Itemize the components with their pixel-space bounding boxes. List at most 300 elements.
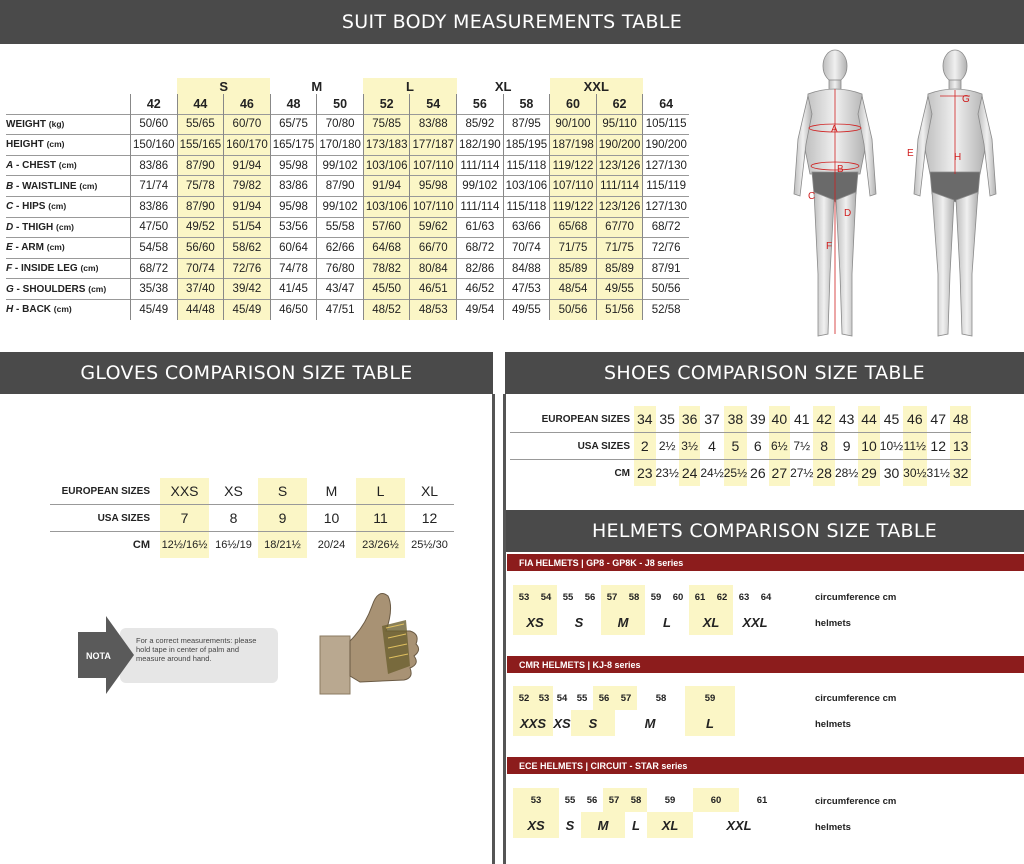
suit-cell: 90/100 [550,114,597,135]
size-46: 46 [224,94,271,114]
ece-circ-cell: 53 [513,788,559,812]
fia-circ-cell: 62 [711,585,733,609]
ece-helmets-label: helmets [815,822,851,833]
fia-helmets-title: FIA HELMETS | GP8 - GP8K - J8 series [519,557,684,568]
shoes-eu-row [510,406,971,433]
fia-size-cell: XS [513,609,557,635]
suit-row-label [6,258,131,279]
size-44: 44 [177,94,224,114]
ece-size-cell: XL [647,812,693,838]
fia-circ-cell: 54 [535,585,557,609]
shoes-usa-row [510,433,971,460]
cmr-size-cell: M [644,715,656,731]
cmr-size-cell: S [571,710,615,736]
shoes-cm-cell: 28½ [834,466,859,480]
row-letter: F [6,263,13,275]
fia-circ-cell: 60 [672,591,684,603]
suit-cell: 99/102 [317,155,364,176]
ece-helmets-table [513,788,785,838]
row-name: - INSIDE LEG [12,263,78,275]
row-unit: (cm) [46,242,65,253]
suit-cell: 123/126 [596,196,643,217]
group-xl: XL [494,78,512,94]
suit-row-label [6,176,131,197]
suit-cell: 72/76 [224,258,271,279]
suit-cell: 48/54 [550,279,597,300]
size-42: 42 [131,94,178,114]
shoes-usa-cell: 7½ [790,433,813,460]
suit-cell: 39/42 [224,279,271,300]
suit-cell: 177/187 [410,135,457,156]
suit-cell: 190/200 [643,135,689,156]
suit-cell: 190/200 [596,135,643,156]
gloves-cm-cell: 16½/19 [215,539,252,551]
suit-cell: 80/84 [410,258,457,279]
suit-cell: 87/90 [317,176,364,197]
fia-size-cell: XL [689,609,733,635]
shoes-usa-cell: 5 [724,433,747,460]
size-60: 60 [550,94,597,114]
suit-row [6,135,689,156]
suit-cell: 60/64 [270,238,317,259]
size-52: 52 [363,94,410,114]
label-f: F [826,241,833,252]
label-d: D [844,208,852,219]
shoes-eu-cell: 41 [790,406,813,433]
cmr-helmets-label: helmets [815,719,851,730]
row-name: - THIGH [13,221,54,233]
suit-cell: 46/52 [457,279,504,300]
helmets-title: HELMETS COMPARISON SIZE TABLE [591,520,938,542]
gloves-title-bar [0,352,493,394]
suit-cell: 78/82 [363,258,410,279]
row-unit: (cm) [56,221,74,232]
suit-cell: 61/63 [457,217,504,238]
label-c: C [808,191,816,202]
cmr-size-cell: XS [553,715,571,731]
suit-cell: 83/86 [131,155,178,176]
fia-circ-cell: 58 [623,585,645,609]
suit-cell: 115/119 [643,176,689,197]
label-b: B [837,164,844,175]
row-unit: (cm) [58,160,77,171]
gloves-usa-cell: 7 [160,505,209,532]
suit-cell: 91/94 [224,196,271,217]
gloves-note-box [120,628,278,683]
suit-cell: 56/60 [177,238,224,259]
shoes-usa-cell: 2½ [656,433,679,460]
row-letter: G [6,283,14,295]
suit-cell: 58/62 [224,238,271,259]
gloves-cm-label: CM [132,539,150,551]
shoes-eu-cell: 38 [724,406,747,433]
shoes-cm-cell: 32 [950,460,972,487]
row-letter: C [6,201,14,213]
suit-cell: 50/60 [131,114,178,135]
gloves-usa-row [50,505,454,532]
shoes-cm-cell: 31½ [926,466,950,480]
ece-size-cell: XXL [726,817,752,833]
helmets-title-bar [505,510,1024,552]
cmr-circ-cell: 58 [655,692,667,704]
group-s: S [177,78,270,94]
shoes-cm-cell: 24 [679,460,701,487]
row-unit: (cm) [46,139,65,150]
suit-cell: 59/62 [410,217,457,238]
suit-row [6,217,689,238]
suit-cell: 48/52 [363,299,410,319]
suit-cell: 79/82 [224,176,271,197]
suit-cell: 46/50 [270,299,317,319]
suit-cell: 111/114 [457,155,504,176]
suit-cell: 44/48 [177,299,224,319]
suit-cell: 54/58 [131,238,178,259]
row-unit: (cm) [88,283,107,294]
ece-size-cell: XS [513,812,559,838]
gloves-usa-cell: 12 [405,505,454,532]
shoes-usa-cell: 6½ [769,433,791,460]
gloves-usa-cell: 11 [356,505,405,532]
fia-circ-cell: 63 [738,591,750,603]
suit-cell: 47/50 [131,217,178,238]
suit-cell: 41/45 [270,279,317,300]
shoes-cm-cell: 27½ [790,466,814,480]
ece-circ-cell: 56 [586,794,598,806]
suit-cell: 85/89 [550,258,597,279]
suit-cell: 99/102 [317,196,364,217]
shoes-eu-label: EUROPEAN SIZES [510,406,634,433]
group-m: M [311,78,323,94]
gloves-cm-cell: 25½/30 [411,539,448,551]
shoes-eu-cell: 35 [656,406,679,433]
suit-cell: 71/75 [596,238,643,259]
fia-circ-cell: 59 [650,591,662,603]
fia-helmets-bar [507,554,1024,571]
shoes-title-bar [505,352,1024,394]
suit-cell: 65/68 [550,217,597,238]
size-54: 54 [410,94,457,114]
suit-cell: 68/72 [131,258,178,279]
size-group-row [6,78,689,94]
ece-circ-label: circumference cm [815,796,897,807]
gloves-cm-cell: 20/24 [317,539,346,551]
suit-cell: 68/72 [457,238,504,259]
suit-cell: 160/170 [224,135,271,156]
group-l: L [363,78,456,94]
suit-cell: 68/72 [643,217,689,238]
gloves-usa-cell: 9 [258,505,307,532]
size-62: 62 [596,94,643,114]
suit-cell: 107/110 [550,176,597,197]
suit-cell: 65/75 [270,114,317,135]
fia-helmets-label: helmets [815,618,851,629]
suit-cell: 182/190 [457,135,504,156]
suit-measurements-table [6,78,689,320]
suit-cell: 85/92 [457,114,504,135]
fia-circ-cell: 55 [562,591,574,603]
ece-circ-cell: 57 [603,788,625,812]
cmr-circ-cell: 56 [593,686,615,710]
fia-circ-cell: 56 [584,591,596,603]
nota-arrow-icon [76,614,136,696]
fia-size-cell: L [663,614,671,630]
suit-cell: 83/86 [270,176,317,197]
suit-cell: 85/89 [596,258,643,279]
fia-circ-cell: 53 [513,585,535,609]
suit-cell: 47/53 [503,279,550,300]
suit-cell: 45/50 [363,279,410,300]
suit-cell: 75/78 [177,176,224,197]
suit-cell: 107/110 [410,155,457,176]
suit-cell: 43/47 [317,279,364,300]
row-name: - ARM [12,242,44,254]
shoes-usa-cell: 9 [835,433,858,460]
suit-cell: 95/98 [270,155,317,176]
gloves-cm-cell: 23/26½ [356,532,405,559]
shoes-cm-cell: 23½ [655,466,679,480]
suit-cell: 55/65 [177,114,224,135]
cmr-circ-label: circumference cm [815,693,897,704]
row-name: HEIGHT [6,139,44,151]
suit-cell: 187/198 [550,135,597,156]
suit-cell: 74/78 [270,258,317,279]
suit-cell: 53/56 [270,217,317,238]
gloves-eu-cell: M [307,478,356,505]
suit-cell: 111/114 [596,176,643,197]
suit-row-label [6,238,131,259]
label-e: E [907,148,914,159]
suit-cell: 64/68 [363,238,410,259]
size-64: 64 [643,94,689,114]
suit-cell: 71/74 [131,176,178,197]
suit-cell: 103/106 [503,176,550,197]
panel-divider-left [492,394,495,864]
shoes-eu-cell: 42 [813,406,835,433]
shoes-usa-cell: 13 [950,433,972,460]
ece-size-cell: M [581,812,625,838]
row-unit: (cm) [53,304,72,315]
fia-size-cell: XXL [742,614,768,630]
shoes-eu-cell: 48 [950,406,972,433]
suit-cell: 48/53 [410,299,457,319]
shoes-eu-cell: 40 [769,406,791,433]
suit-cell: 173/183 [363,135,410,156]
suit-row [6,279,689,300]
shoes-eu-cell: 43 [835,406,858,433]
fia-circ-cell: 57 [601,585,623,609]
row-unit: (cm) [48,201,67,212]
nota-label: NOTA [86,651,111,661]
suit-cell: 45/49 [131,299,178,319]
suit-cell: 87/95 [503,114,550,135]
suit-cell: 87/90 [177,196,224,217]
suit-row-label [6,135,131,156]
gloves-cm-cell: 18/21½ [258,532,307,559]
suit-cell: 165/175 [270,135,317,156]
suit-row-label [6,217,131,238]
shoes-eu-cell: 46 [903,406,926,433]
size-48: 48 [270,94,317,114]
row-name: - BACK [13,304,52,316]
suit-cell: 35/38 [131,279,178,300]
body-figures [790,44,1020,350]
cmr-circ-cell: 53 [535,686,553,710]
suit-title: SUIT BODY MEASUREMENTS TABLE [341,11,683,33]
suit-cell: 63/66 [503,217,550,238]
suit-cell: 127/130 [643,196,689,217]
fia-size-cell: M [601,609,645,635]
row-letter: E [6,242,13,254]
shoes-eu-cell: 36 [679,406,701,433]
fia-helmets-table [513,585,777,635]
shoes-usa-cell: 4 [700,433,723,460]
suit-cell: 115/118 [503,196,550,217]
shoes-usa-cell: 11½ [903,433,926,460]
shoes-usa-cell: 3½ [679,433,701,460]
label-g: G [962,94,970,105]
row-name: - HIPS [13,201,46,213]
cmr-circ-cell: 54 [556,692,568,704]
suit-row [6,196,689,217]
shoes-cm-cell: 29 [858,460,880,487]
ece-circ-cell: 59 [664,794,676,806]
suit-cell: 91/94 [224,155,271,176]
suit-cell: 60/70 [224,114,271,135]
shoes-eu-cell: 39 [747,406,769,433]
suit-cell: 52/58 [643,299,689,319]
suit-cell: 150/160 [131,135,178,156]
suit-cell: 45/49 [224,299,271,319]
suit-cell: 51/54 [224,217,271,238]
shoes-cm-row [510,460,971,487]
shoes-cm-cell: 26 [750,465,766,481]
suit-row-label [6,279,131,300]
suit-cell: 185/195 [503,135,550,156]
shoes-usa-cell: 10 [858,433,880,460]
size-58: 58 [503,94,550,114]
suit-cell: 62/66 [317,238,364,259]
suit-title-bar [0,0,1024,44]
suit-cell: 95/98 [270,196,317,217]
shoes-eu-cell: 37 [700,406,723,433]
row-letter: H [6,304,14,316]
suit-row-label [6,196,131,217]
cmr-helmets-title: CMR HELMETS | KJ-8 series [519,659,641,670]
suit-cell: 155/165 [177,135,224,156]
suit-row [6,258,689,279]
ece-size-cell: S [565,817,575,833]
size-56: 56 [457,94,504,114]
suit-cell: 70/74 [503,238,550,259]
size-header-row [6,94,689,114]
suit-cell: 82/86 [457,258,504,279]
gloves-eu-label: EUROPEAN SIZES [50,478,160,505]
ece-circ-cell: 60 [693,788,739,812]
shoes-cm-cell: 30 [883,465,900,481]
suit-cell: 84/88 [503,258,550,279]
suit-row [6,299,689,319]
shoes-usa-cell: 2 [634,433,656,460]
suit-cell: 83/88 [410,114,457,135]
suit-row [6,114,689,135]
group-xxl: XXL [550,78,643,94]
shoes-size-table [510,406,971,486]
suit-cell: 47/51 [317,299,364,319]
fia-circ-label: circumference cm [815,592,897,603]
ece-size-cell: L [632,817,640,833]
cmr-circ-cell: 57 [615,686,637,710]
cmr-circ-cell: 55 [576,692,588,704]
gloves-title: GLOVES COMPARISON SIZE TABLE [80,362,413,384]
row-name: - WAISTLINE [13,180,77,192]
suit-cell: 50/56 [550,299,597,319]
shoes-eu-cell: 44 [858,406,880,433]
suit-cell: 83/86 [131,196,178,217]
suit-row [6,155,689,176]
suit-row [6,238,689,259]
shoes-cm-cell: 23 [634,460,656,487]
gloves-usa-cell: 8 [209,505,258,532]
suit-cell: 46/51 [410,279,457,300]
cmr-size-cell: L [685,710,735,736]
shoes-cm-label: CM [614,467,630,479]
shoes-eu-cell: 47 [927,406,950,433]
suit-cell: 70/80 [317,114,364,135]
suit-cell: 49/55 [503,299,550,319]
cmr-circ-cell: 52 [513,686,535,710]
shoes-title: SHOES COMPARISON SIZE TABLE [604,362,925,384]
row-name: WEIGHT [6,118,46,130]
suit-cell: 170/180 [317,135,364,156]
fia-size-cell: S [574,614,584,630]
cmr-circ-cell: 59 [685,686,735,710]
row-unit: (cm) [79,180,98,191]
suit-cell: 87/91 [643,258,689,279]
fia-circ-cell: 64 [760,591,772,603]
gloves-usa-label: USA SIZES [50,505,160,532]
gloves-cm-row [50,532,454,559]
gloves-eu-cell: XL [405,478,454,505]
panel-divider-right [503,394,506,864]
suit-cell: 119/122 [550,155,597,176]
suit-cell: 49/55 [596,279,643,300]
gloves-eu-row [50,478,454,505]
suit-cell: 67/70 [596,217,643,238]
ece-helmets-title: ECE HELMETS | CIRCUIT - STAR series [519,760,688,771]
ece-helmets-bar [507,757,1024,774]
suit-row-label [6,299,131,319]
suit-cell: 87/90 [177,155,224,176]
suit-cell: 49/54 [457,299,504,319]
suit-cell: 57/60 [363,217,410,238]
gloves-eu-cell: L [356,478,405,505]
row-name: - CHEST [13,160,57,172]
shoes-eu-cell: 45 [880,406,903,433]
ece-circ-cell: 55 [564,794,576,806]
gloves-eu-cell: XS [209,478,258,505]
shoes-cm-cell: 30½ [903,460,926,487]
label-a: A [831,124,838,135]
suit-cell: 111/114 [457,196,504,217]
suit-cell: 95/110 [596,114,643,135]
gloves-eu-cell: XXS [160,478,209,505]
suit-cell: 103/106 [363,196,410,217]
suit-cell: 95/98 [410,176,457,197]
cmr-helmets-bar [507,656,1024,673]
shoes-cm-cell: 28 [813,460,835,487]
gloves-size-table [50,478,454,558]
gloves-eu-cell: S [258,478,307,505]
